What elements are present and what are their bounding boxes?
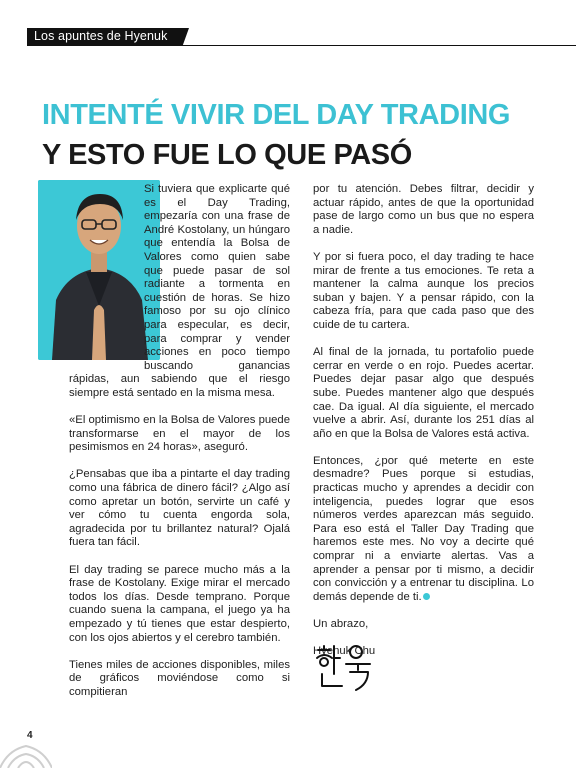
article-paragraph: «El optimismo en la Bolsa de Valores puede transformarse en el mayor de los pesimismos en 24 horas», aseguró. [69,414,290,454]
closing-text: Un abrazo, [313,618,369,630]
article-paragraph: Al final de la jornada, tu portafolio puede cerrar en verde o en rojo. Puedes acertar. Puedes dejar pasar algo que después sube. Puedes mantener algo que después cae. Da igual. Al día siguiente, el mercado vuelve a abrir. Así, durante los 251 días al año en que la Bolsa de Valores está activa. [313,346,534,440]
article-paragraph: Si tuviera que explicarte qué es el Day Trading, empezaría con una frase de André Kostolany, un húngaro que entendía la Bolsa de Valores como quien sabe que puede pasar de sol radiante a tormenta en cuestión de horas. Se hizo famoso por su ojo clínico para especular, es decir, para comprar y vender acciones en poco tiempo buscando ganancias rápidas, aun sabiendo que el riesgo siempre está sentado en la misma mesa. [69,183,290,399]
article-paragraph-text: Entonces, ¿por qué meterte en este desmadre? Pues porque si estudias, practicas mucho y aprendes a decidir con inteligencia, puedes lograr que esos números verdes aparezcan más seguido. Para eso está el Taller Day Trading que haremos este mes. No voy a decirte qué comprar ni a enviarte alertas. Vas a aprender a pensar por ti mismo, a decidir con convicción y a entrenar tu disciplina. Lo demás depende de ti. [313,454,534,603]
section-header-title: Los apuntes de Hyenuk [34,29,168,43]
header-rule [27,45,576,46]
corner-ornament-icon [0,740,52,768]
page-number: 4 [27,730,33,741]
photo-wrap-spacer [38,183,144,373]
article-paragraph: por tu atención. Debes filtrar, decidir y actuar rápido, antes de que la oportunidad pase de largo como un bus que no espera a nadie. [313,183,534,236]
article-paragraph: Tienes miles de acciones disponibles, miles de gráficos moviéndose como si compitieran [69,658,290,698]
article-column-left [69,183,290,713]
article-column-right [313,183,534,672]
article-paragraph: Y por si fuera poco, el day trading te hace mirar de frente a tus emociones. Te reta a mantener la calma aunque los precios suban y bajen. Y a pensar rápido, con la cabeza fría, para que cada paso que des cuide de tu cartera. [313,250,534,331]
handwritten-signature [312,640,382,694]
article-title-line1: INTENTÉ VIVIR DEL DAY TRADING [42,99,511,131]
article-paragraph-last [313,455,534,605]
end-mark-icon [423,593,430,600]
article-paragraph: ¿Pensabas que iba a pintarte el day trading como una fábrica de dinero fácil? ¿Algo así como apretar un botón, servirte un café y ver cómo tu cuenta engorda sola, agradecida por tu brillantez natural? Ojalá fuera tan fácil. [69,468,290,549]
article-paragraph: El day trading se parece mucho más a la frase de Kostolany. Exige mirar el mercado todos los días. Desde temprano. Porque cuando suena la campana, el juego ya ha empezado y tú tienes que estar despierto, con los ojos abiertos y el cerebro también. [69,563,290,644]
author-name: Hyenuk Chu [313,645,376,658]
article-title-line2: Y ESTO FUE LO QUE PASÓ [42,139,412,171]
